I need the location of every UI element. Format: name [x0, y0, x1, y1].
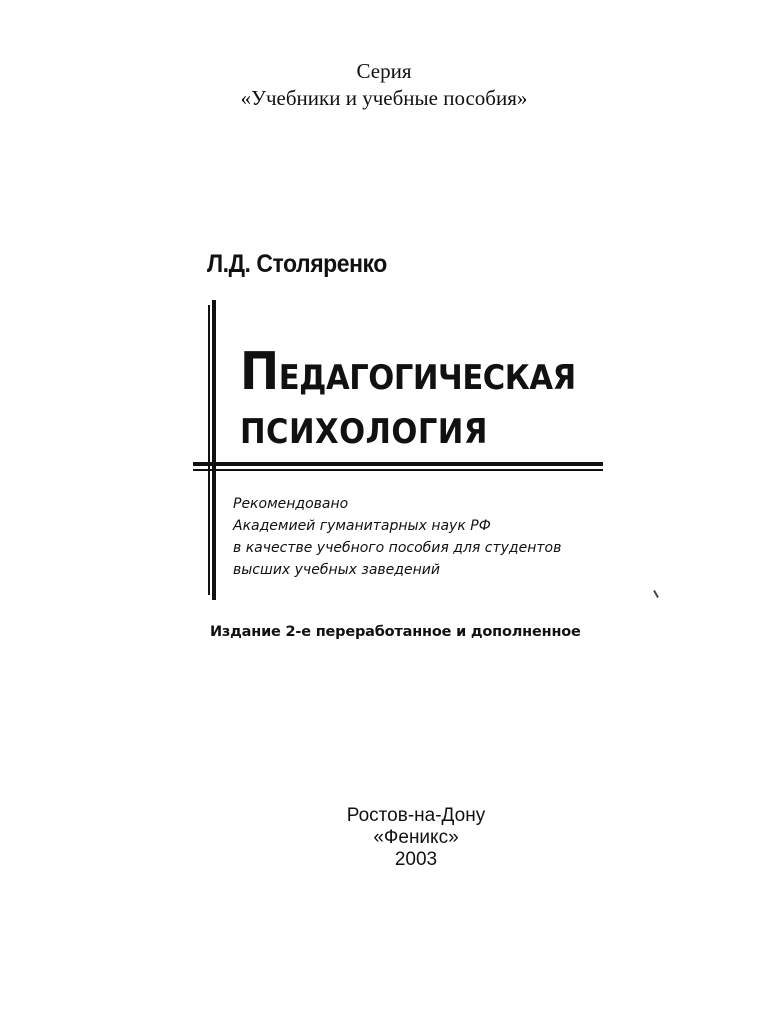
recommendation-line: в качестве учебного пособия для студентов	[233, 540, 562, 556]
recommendation-line: Академией гуманитарных наук РФ	[233, 518, 491, 534]
recommendation-line: Рекомендовано	[233, 496, 349, 512]
imprint-publisher: «Феникс»	[373, 827, 459, 848]
series-label: Серия	[356, 59, 412, 83]
scan-speck	[653, 590, 659, 598]
recommendation-line: высших учебных заведений	[233, 562, 440, 578]
title-initial-letter: П	[240, 342, 279, 402]
series-name: «Учебники и учебные пособия»	[240, 86, 528, 110]
title-line-2: ПСИХОЛОГИЯ	[240, 412, 488, 452]
imprint-year: 2003	[394, 849, 438, 870]
recommendation-note	[233, 493, 561, 581]
frame-vertical-thin-rule	[208, 305, 210, 595]
title-line-1-rest: ЕДАГОГИЧЕСКАЯ	[278, 358, 576, 398]
imprint-city: Ростов-на-Дону	[346, 805, 486, 826]
frame-horizontal-thin-rule	[193, 469, 603, 471]
title-line-1	[240, 342, 576, 405]
frame-horizontal-thick-rule	[193, 462, 603, 466]
edition-note: Издание 2-е переработанное и дополненное	[210, 624, 581, 640]
author-name: Л.Д. Столяренко	[207, 250, 387, 278]
frame-vertical-thick-rule	[212, 300, 216, 600]
series-block	[0, 58, 768, 112]
imprint-block	[0, 805, 768, 871]
book-title	[240, 342, 576, 459]
